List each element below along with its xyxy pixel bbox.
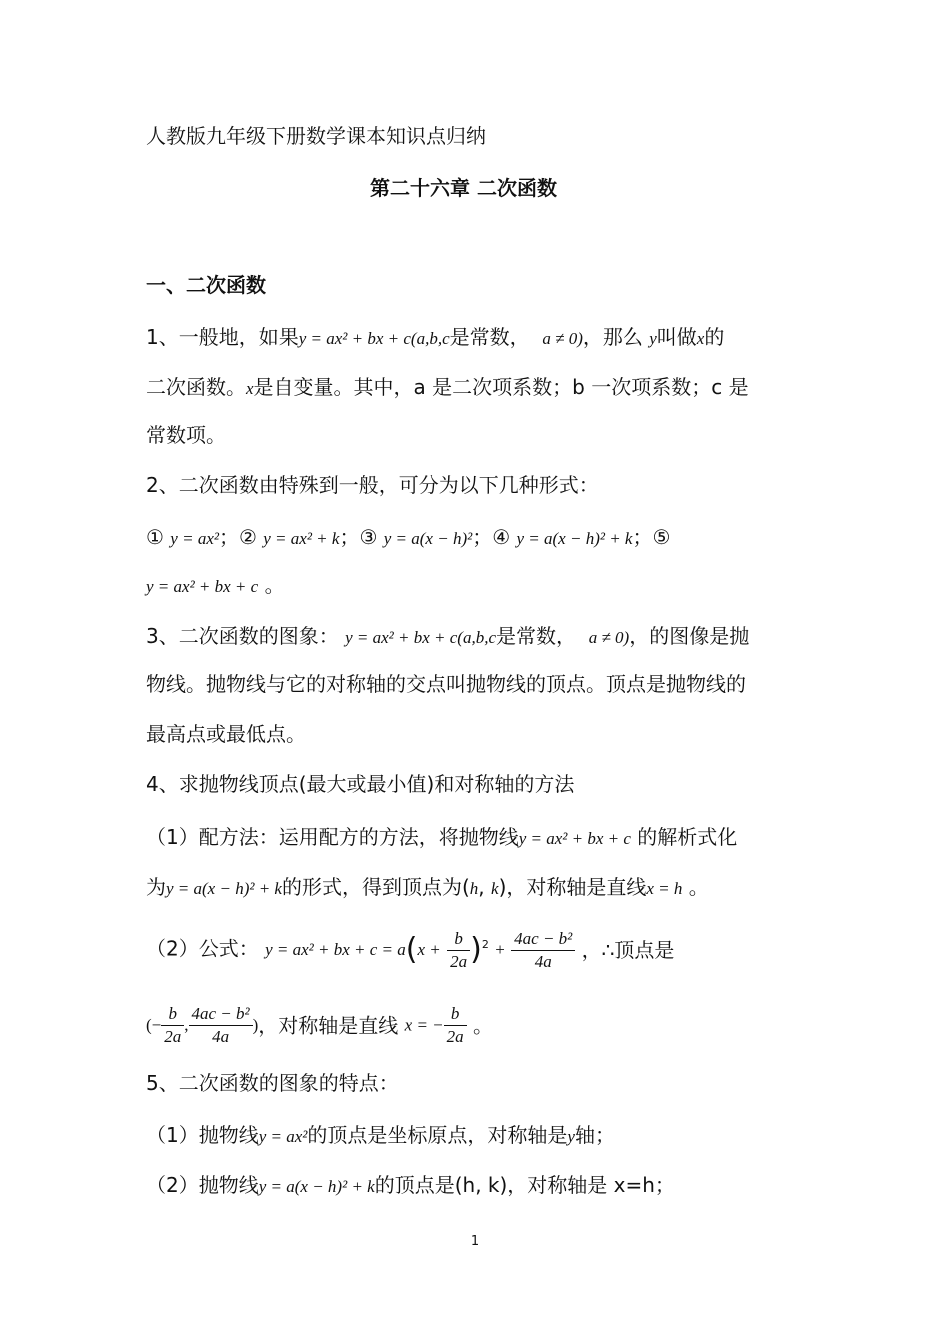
variable: h — [469, 879, 479, 898]
feature-2 — [146, 1171, 675, 1201]
text: （1）抛物线 — [146, 1123, 259, 1147]
text: 。 — [264, 573, 285, 597]
text: ，∴顶点是 — [581, 938, 675, 963]
page-number: 1 — [470, 1234, 480, 1249]
paragraph-3-line-1 — [146, 622, 749, 652]
sep: ；④ — [472, 525, 511, 549]
sep: ；③ — [339, 525, 378, 549]
text: )，对称轴是直线 — [498, 875, 647, 899]
forms-line-2 — [146, 571, 285, 601]
formula: y = a(x − h)² + k — [258, 1177, 375, 1196]
text: （1）配方法：运用配方的方法，将抛物线 — [146, 825, 519, 849]
formula: y = ax² + bx + c = a — [265, 940, 406, 960]
paragraph-2-title: 2、二次函数由特殊到一般，可分为以下几种形式： — [146, 473, 599, 497]
formula: y = ax² — [258, 1127, 308, 1146]
text: 叫做 — [656, 325, 697, 349]
fraction-b-over-2a: $\frac{b}{2a}$ — [447, 928, 470, 973]
text: 。 — [688, 875, 709, 899]
text: 是常数， — [496, 624, 576, 648]
vertex-line — [146, 1000, 493, 1050]
formula: x = h — [646, 879, 683, 898]
text: 3、二次函数的图象： — [146, 624, 339, 648]
text: （2）抛物线 — [146, 1173, 259, 1197]
paren-close: ) — [470, 932, 482, 968]
formula: a ≠ 0) — [542, 329, 583, 348]
variable: k — [491, 879, 499, 898]
formula: y = ax² + bx + c(a,b,c — [298, 329, 450, 348]
document-title: 人教版九年级下册数学课本知识点归纳 — [146, 124, 486, 148]
method-1-line-2 — [146, 873, 709, 903]
text: 的顶点是(h, k)，对称轴是 x=h； — [374, 1173, 675, 1197]
text: 的顶点是坐标原点，对称轴是 — [307, 1123, 568, 1147]
chapter-heading: 第二十六章 二次函数 — [370, 176, 557, 200]
fraction-axis: $\frac{b}{2a}$ — [444, 1003, 467, 1048]
fraction-discriminant: $\frac{\text{4ac − b²}}{4a}$ — [189, 1003, 253, 1048]
formula: y = a(x − h)² + k — [516, 529, 633, 548]
text: ，对称轴是直线 — [258, 1013, 399, 1038]
paragraph-3-line-2: 物线。抛物线与它的对称轴的交点叫抛物线的顶点。顶点是抛物线的 — [146, 672, 746, 696]
section-heading: 一、二次函数 — [146, 273, 266, 297]
paragraph-3-line-3: 最高点或最低点。 — [146, 722, 306, 746]
comma: , — [184, 1015, 189, 1035]
circled-1: ① — [146, 525, 164, 549]
text: 1、一般地，如果 — [146, 325, 299, 349]
sep: ；⑤ — [632, 525, 671, 549]
paragraph-1-line-2 — [146, 373, 749, 403]
formula: y = ax² + bx + c — [146, 577, 259, 596]
exponent: 2 — [481, 938, 489, 951]
formula: x + — [417, 940, 441, 960]
formula: y = ax² + k — [263, 529, 340, 548]
plus-sign: + — [495, 940, 505, 960]
variable: x — [696, 329, 705, 348]
text: 。 — [473, 1013, 494, 1038]
fraction-b-over-2a: $\frac{b}{2a}$ — [161, 1003, 184, 1048]
text: 是自变量。其中，a 是二次项系数；b 一次项系数；c 是 — [253, 375, 749, 399]
formula: x = − — [404, 1015, 444, 1035]
paren-open: ( — [405, 932, 418, 968]
text: 轴； — [574, 1123, 615, 1147]
paragraph-4-title: 4、求抛物线顶点(最大或最小值)和对称轴的方法 — [146, 772, 575, 796]
method-2-line — [146, 922, 674, 973]
sep: ；② — [218, 525, 257, 549]
text: 二次函数。 — [146, 375, 246, 399]
text: ，那么 — [582, 325, 643, 349]
feature-1 — [146, 1121, 615, 1151]
formula: y = a(x − h)² + k — [166, 879, 282, 898]
variable: y — [567, 1127, 575, 1146]
paren-open: (− — [146, 1015, 162, 1035]
formula: y = ax² + bx + c(a,b,c — [345, 628, 496, 647]
text: 是常数， — [449, 325, 530, 349]
paragraph-1-line-1 — [146, 323, 724, 353]
formula: y = ax² — [170, 529, 219, 548]
text: 的形式，得到顶点为( — [281, 875, 470, 899]
text: , — [478, 875, 492, 899]
formula: y = ax² + bx + c — [518, 829, 631, 848]
paragraph-1-line-3: 常数项。 — [146, 423, 226, 447]
text: 的 — [704, 325, 725, 349]
paren-close: ) — [252, 1015, 259, 1035]
formula: y = a(x − h)² — [383, 529, 473, 548]
text: 为 — [146, 875, 166, 899]
method-1-line-1 — [146, 823, 737, 853]
paragraph-5-title: 5、二次函数的图象的特点： — [146, 1071, 399, 1095]
formula: a ≠ 0) — [588, 628, 630, 647]
text: 的解析式化 — [637, 825, 738, 849]
forms-line-1 — [146, 523, 670, 553]
fraction-discriminant: $\frac{\text{4ac − b²}}{4a}$ — [511, 928, 575, 973]
text: ，的图像是抛 — [629, 624, 750, 648]
variable: x — [246, 379, 254, 398]
variable: y — [649, 329, 657, 348]
text: （2）公式： — [146, 936, 259, 961]
